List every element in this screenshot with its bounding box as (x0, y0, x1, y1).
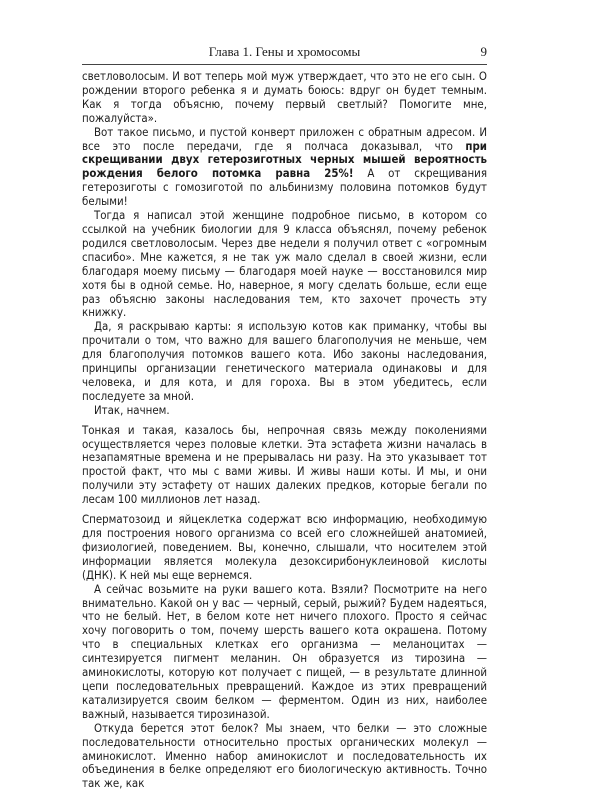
paragraph-2 (82, 126, 487, 209)
running-title: Глава 1. Гены и хромосомы (208, 44, 361, 59)
paragraph-6: Тонкая и такая, казалось бы, непрочная связь между поколениями осуществляется через половые клетки. Эта эстафета жизни началась в незапамятные времена и не прерывалась ни разу. На это указывает тот простой факт, что мы с вами живы. И живы наши коты. И мы, и они получили эту эстафету от наших далеких предков, которые бегали по лесам 100 миллионов лет назад. (82, 422, 487, 507)
paragraph-1: светловолосым. И вот теперь мой муж утверждает, что это не его сын. О рождении второго ребенка я и думать боюсь: вдруг он будет темным. Как я тогда объясню, почему первый светлый? Помогите мне, пожалуйста». (82, 69, 487, 125)
page-number: 9 (480, 44, 487, 59)
paragraph-7: Сперматозоид и яйцеклетка содержат всю информацию, необходимую для построения нового организма со всей его сложнейшей анатомией, физиологией, поведением. Вы, конечно, слышали, что носителем этой информации является молекула дезоксирибонуклеиновой кислоты (ДНК). К ней мы еще вернемся. (82, 512, 487, 582)
paragraph-5: Итак, начнем. (94, 402, 170, 417)
paragraph-2-part-1: Вот такое письмо, и пустой конверт приложен с обратным адресом. И все это после передачи, где я полчаса доказывал, что (82, 124, 487, 153)
paragraph-3: Тогда я написал этой женщине подробное письмо, в котором со ссылкой на учебник биологии для 9 класса объяснял, почему ребенок родился светловолосым. Через две недели я получил ответ с «огромным спасибо». Мне кажется, я не так уж мало сделал в своей жизни, если благодаря моему письму — благодаря моей науке — восстановился мир хотя бы в одной семье. Но, наверное, я могу сделать больше, если еще раз объясню законы наследования тем, кто захочет прочесть эту книжку. (82, 208, 487, 320)
paragraph-2-part-3: А от скрещивания гетерозиготы с гомозиготой по альбинизму половина потомков будут белыми! (82, 166, 487, 209)
header-divider (82, 64, 487, 65)
page-header (82, 44, 487, 64)
paragraph-9: Откуда берется этот белок? Мы знаем, что белки — это сложные последовательности относительно простых органических молекул — аминокислот. Именно набор аминокислот и последовательность их объединения в белке определяют его биологическую активность. Точно так же, как (82, 720, 487, 791)
paragraph-8: А сейчас возьмите на руки вашего кота. Взяли? Посмотрите на него внимательно. Какой он у вас — черный, серый, рыжий? Будем надеяться, что не белый. Нет, в белом коте нет ничего плохого. Просто я сейчас хочу поговорить о том, почему шерсть вашего кота окрашена. Потому что в специальных клетках его организма — меланоцитах — синтезируется пигмент меланин. Он образуется из тирозина — аминокислоты, которую кот получает с пищей, — в результате длинной цепи последовательных превращений. Каждое из этих превращений катализируется своим белком — ферментом. Один из них, наиболее важный, называется тирозиназой. (82, 581, 487, 721)
body-text (82, 69, 487, 791)
paragraph-2-bold: при скрещивании двух гетерозиготных черных мышей вероятность рождения белого потомка равна 25%! (82, 138, 487, 181)
paragraph-4: Да, я раскрываю карты: я использую котов как приманку, чтобы вы прочитали о том, что важно для вашего благополучия не меньше, чем для благополучия потомков вашего кота. Ибо законы наследования, принципы организации генетического материала одинаковы и для человека, и для кота, и для гороха. Вы в этом убедитесь, если последуете за мной. (82, 319, 487, 403)
